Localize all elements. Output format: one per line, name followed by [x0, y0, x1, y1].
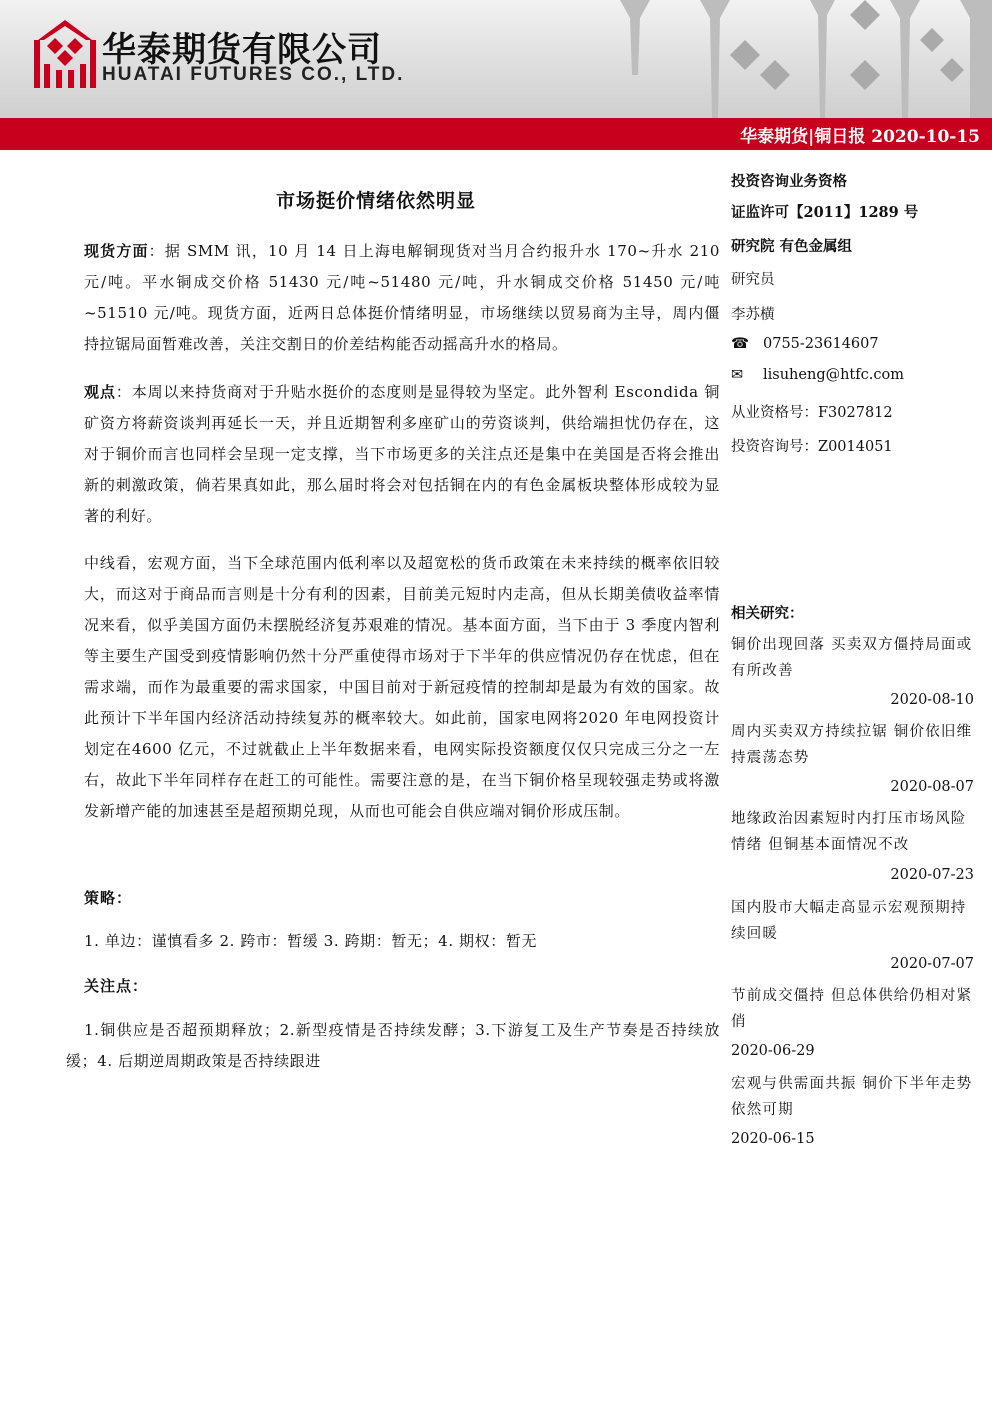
phone-row — [731, 336, 879, 352]
related-item-title[interactable]: 节前成交僵持 但总体供给仍相对紧俏 — [731, 988, 973, 1030]
qualification: 投资咨询业务资格 — [731, 173, 847, 190]
company-name-en: HUATAI FUTURES CO., LTD. — [102, 64, 405, 85]
related-item-title[interactable]: 铜价出现回落 买卖双方僵持局面或有所改善 — [731, 637, 973, 679]
related-heading: 相关研究： — [731, 605, 804, 622]
spot-paragraph — [84, 236, 720, 360]
report-banner — [0, 118, 992, 150]
decorative-pattern — [560, 0, 992, 118]
huatai-logo-icon — [34, 20, 96, 90]
view-label: 观点 — [84, 383, 116, 401]
email-address[interactable]: lisuheng@htfc.com — [763, 367, 904, 383]
practice-number: 从业资格号：F3027812 — [731, 405, 893, 421]
focus-heading: 关注点： — [84, 977, 149, 995]
institute: 研究院 有色金属组 — [731, 238, 853, 255]
analyst-role: 研究员 — [731, 272, 775, 288]
related-item-date: 2020-06-15 — [731, 1131, 815, 1147]
related-item-title[interactable]: 国内股市大幅走高显示宏观预期持续回暖 — [731, 900, 967, 942]
related-item-title[interactable]: 宏观与供需面共振 铜价下半年走势依然可期 — [731, 1076, 973, 1118]
strategy-text: 1. 单边：谨慎看多 2. 跨市：暂缓 3. 跨期：暂无；4. 期权：暂无 — [84, 932, 538, 950]
related-item-date: 2020-06-29 — [731, 1043, 815, 1059]
report-line: 华泰期货|铜日报 2020-10-15 — [740, 127, 980, 147]
view-text: ：本周以来持货商对于升贴水挺价的态度则是显得较为坚定。此外智利 Escondida 铜矿资方将薪资谈判再延长一天，并且近期智利多座矿山的劳资谈判，供给端担忧仍存在，这对于铜价而言也同样会呈现一定支撑，当下市场更多的关注点还是集中在美国是否将会推出新的刺激政策，倘若果真如此，那么届时将会对包括铜在内的有色金属板块整体形成较为显著的利好。 — [84, 383, 721, 525]
related-item-date: 2020-07-07 — [890, 956, 974, 972]
spot-text: ：据 SMM 讯，10 月 14 日上海电解铜现货对当月合约报升水 170~升水 210 元/吨。平水铜成交价格 51430 元/吨~51480 元/吨，升水铜成交价格 51450 元/吨~51510 元/吨。现货方面，近两日总体挺价情绪明显，市场继续以贸易商为主导，周内僵持拉锯局面暂难改善，关注交割日的价差结构能否动摇高升水的格局。 — [84, 242, 720, 353]
phone-icon: ☎ — [731, 336, 750, 352]
company-name-cn: 华泰期货有限公司 — [102, 30, 382, 70]
focus-text: 1.铜供应是否超预期释放；2.新型疫情是否持续发酵；3.下游复工及生产节奏是否持续放缓；4. 后期逆周期政策是否持续跟进 — [66, 1021, 720, 1070]
view-paragraph — [84, 377, 720, 532]
analyst-name: 李苏横 — [731, 307, 775, 323]
spot-label: 现货方面 — [84, 242, 149, 260]
related-item-date: 2020-08-10 — [890, 692, 974, 708]
related-item-title[interactable]: 周内买卖双方持续拉锯 铜价依旧维持震荡态势 — [731, 724, 973, 766]
article-title: 市场挺价情绪依然明显 — [275, 190, 476, 212]
strategy-heading: 策略： — [84, 889, 133, 907]
license-number: 证监许可【2011】1289 号 — [731, 204, 919, 221]
phone-number: 0755-23614607 — [763, 336, 879, 352]
email-row — [731, 367, 904, 383]
related-item-date: 2020-08-07 — [890, 779, 974, 795]
midline-paragraph: 中线看，宏观方面，当下全球范围内低利率以及超宽松的货币政策在未来持续的概率依旧较大，而这对于商品而言则是十分有利的因素，目前美元短时内走高，但从长期美债收益率情况来看，似乎美国方面仍未摆脱经济复苏艰难的情况。基本面方面，当下由于 3 季度内智利等主要生产国受到疫情影响仍然十分严重使得市场对于下半年的供应情况仍存在忧虑，但在需求端，而作为最重要的需求国家，中国目前对于新冠疫情的控制却是最为有效的国家。故此预计下半年国内经济活动持续复苏的概率较大。如此前，国家电网将2020 年电网投资计划定在4600 亿元，不过就截止上半年数据来看，电网实际投资额度仅仅只完成三分之一左右，故此下半年同样存在赶工的可能性。需要注意的是，在当下铜价格呈现较强走势或将激发新增产能的加速甚至是超预期兑现，从而也可能会自供应端对铜价形成压制。 — [84, 554, 720, 820]
consult-number: 投资咨询号：Z0014051 — [731, 439, 893, 455]
related-item-date: 2020-07-23 — [890, 867, 974, 883]
related-item-title[interactable]: 地缘政治因素短时内打压市场风险情绪 但铜基本面情况不改 — [731, 811, 967, 853]
mail-icon: ✉ — [731, 367, 744, 383]
